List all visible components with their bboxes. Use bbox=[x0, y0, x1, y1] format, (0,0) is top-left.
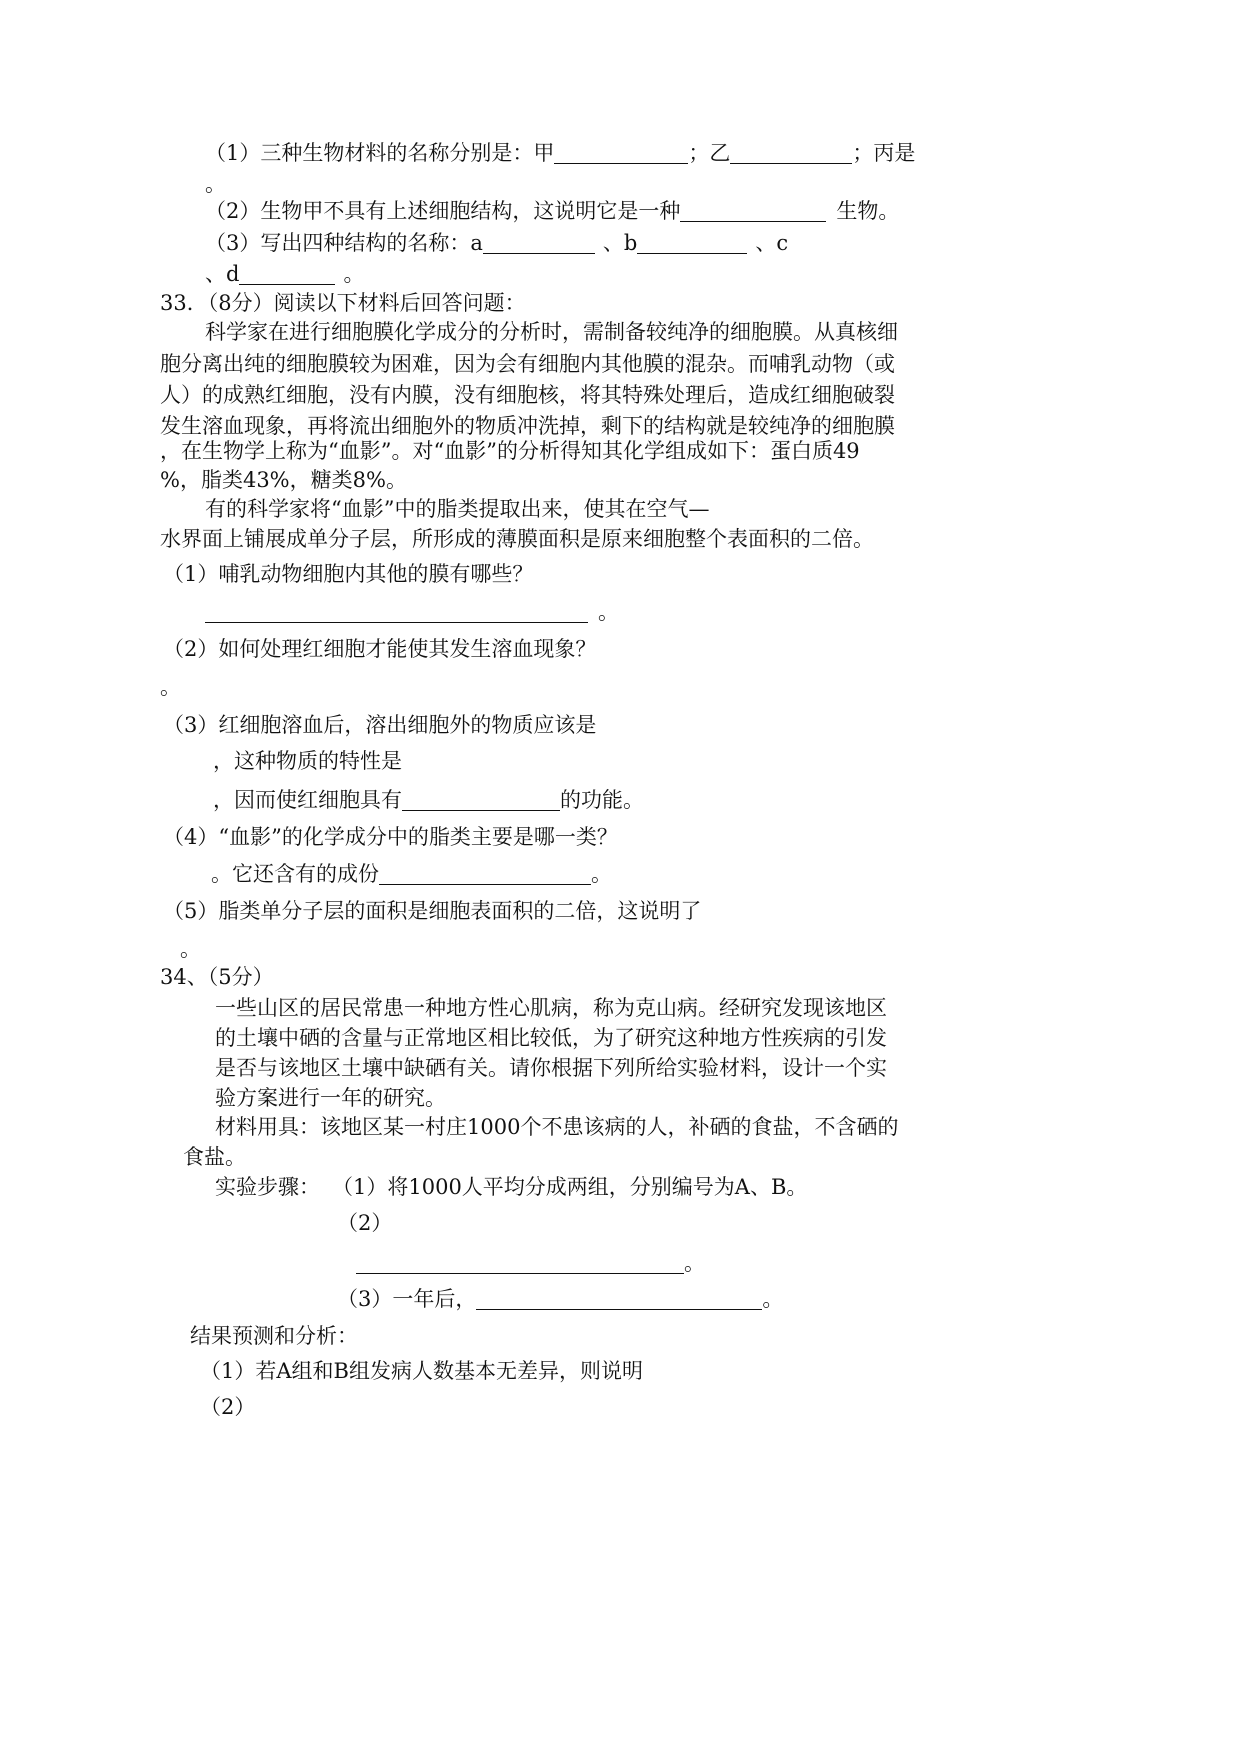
q32-part3 bbox=[205, 229, 788, 257]
q33-para2-line2: 水界面上铺展成单分子层，所形成的薄膜面积是原来细胞整个表面积的二倍。 bbox=[160, 527, 874, 551]
q34-heading: 34、（5分） bbox=[160, 965, 274, 989]
q33-sub3-line3-text: ，因而使红细胞具有 bbox=[213, 788, 402, 812]
q34-step3-end: 。 bbox=[762, 1287, 784, 1311]
answer-blank-jia[interactable] bbox=[554, 141, 688, 164]
q33-sub5: （5）脂类单分子层的面积是细胞表面积的二倍，这说明了 bbox=[163, 899, 702, 923]
q32-part3-text: （3）写出四种结构的名称：a bbox=[205, 231, 483, 255]
q33-para1-line1: 科学家在进行细胞膜化学成分的分析时，需制备较纯净的细胞膜。从真核细 bbox=[205, 320, 898, 344]
q33-para2-line1: 有的科学家将“血影”中的脂类提取出来，使其在空气— bbox=[205, 497, 710, 521]
q33-heading: 33．（8分）阅读以下材料后回答问题： bbox=[160, 291, 526, 315]
q33-para1-line4: 发生溶血现象，再将流出细胞外的物质冲洗掉，剩下的结构就是较纯净的细胞膜 bbox=[160, 414, 895, 438]
answer-blank-organism-type[interactable] bbox=[680, 199, 826, 222]
q34-steps-label: 实验步骤： bbox=[215, 1175, 320, 1199]
q33-sub4-line2-end: 。 bbox=[591, 862, 612, 886]
q33-sub3: （3）红细胞溶血后，溶出细胞外的物质应该是 bbox=[163, 713, 597, 737]
q33-sub1-answer bbox=[205, 598, 619, 626]
q34-step2-end: 。 bbox=[684, 1251, 705, 1275]
q32-part1-mid2: ；丙是 bbox=[852, 141, 916, 165]
answer-blank-d[interactable] bbox=[239, 262, 335, 285]
answer-blank-step2[interactable] bbox=[356, 1251, 684, 1274]
q32-part3-d: 、d bbox=[205, 262, 240, 286]
q34-intro-line2: 的土壤中硒的含量与正常地区相比较低，为了研究这种地方性疾病的引发 bbox=[215, 1026, 887, 1050]
q33-para1-line5: ，在生物学上称为“血影”。对“血影”的分析得知其化学组成如下：蛋白质49 bbox=[160, 439, 860, 463]
q33-sub3-line3 bbox=[213, 786, 644, 814]
answer-blank-b[interactable] bbox=[637, 231, 747, 254]
answer-blank-step3[interactable] bbox=[476, 1287, 762, 1310]
q32-part2-text: （2）生物甲不具有上述细胞结构，这说明它是一种 bbox=[205, 199, 681, 223]
q33-sub1: （1）哺乳动物细胞内其他的膜有哪些？ bbox=[163, 562, 534, 586]
answer-blank-other-components[interactable] bbox=[379, 862, 591, 885]
q33-sub4-line2 bbox=[211, 860, 612, 888]
q32-part2-suffix: 生物。 bbox=[836, 199, 900, 223]
q34-step3-text: （3）一年后， bbox=[337, 1287, 477, 1311]
q34-intro-line4: 验方案进行一年的研究。 bbox=[215, 1086, 446, 1110]
q34-results-label: 结果预测和分析： bbox=[190, 1324, 358, 1348]
answer-blank-other-membranes[interactable] bbox=[205, 600, 588, 623]
q32-part3-line2 bbox=[205, 260, 364, 288]
q32-part1-end: 。 bbox=[205, 172, 226, 196]
q32-part3-c: 、c bbox=[755, 231, 789, 255]
q33-sub4-line2-text: 。它还含有的成份 bbox=[211, 862, 379, 886]
q34-steps bbox=[215, 1173, 807, 1201]
q33-para1-line6: %，脂类43%，糖类8%。 bbox=[160, 468, 407, 492]
q34-materials-line2: 食盐。 bbox=[183, 1145, 246, 1169]
q32-part2 bbox=[205, 197, 899, 225]
q33-sub3-line2: ，这种物质的特性是 bbox=[213, 749, 402, 773]
answer-blank-yi[interactable] bbox=[730, 141, 852, 164]
q34-intro-line1: 一些山区的居民常患一种地方性心肌病，称为克山病。经研究发现该地区 bbox=[215, 996, 887, 1020]
answer-blank-function[interactable] bbox=[402, 788, 560, 811]
q33-sub2-end: 。 bbox=[160, 675, 181, 699]
q34-step1: （1）将1000人平均分成两组，分别编号为A、B。 bbox=[332, 1175, 808, 1199]
q32-part3-b: 、b bbox=[602, 231, 638, 255]
q33-sub2: （2）如何处理红细胞才能使其发生溶血现象？ bbox=[163, 637, 597, 661]
q34-materials-line1: 材料用具：该地区某一村庄1000个不患该病的人，补硒的食盐，不含硒的 bbox=[215, 1115, 899, 1139]
q33-sub4: （4）“血影”的化学成分中的脂类主要是哪一类？ bbox=[163, 825, 618, 849]
q32-part1-text: （1）三种生物材料的名称分别是：甲 bbox=[205, 141, 555, 165]
q33-para1-line2: 胞分离出纯的细胞膜较为困难，因为会有细胞内其他膜的混杂。而哺乳动物（或 bbox=[160, 352, 895, 376]
q34-result1: （1）若A组和B组发病人数基本无差异，则说明 bbox=[200, 1359, 643, 1383]
q34-step2: （2） bbox=[337, 1211, 393, 1235]
q33-sub3-line3-suffix: 的功能。 bbox=[560, 788, 644, 812]
q34-step2-answer bbox=[356, 1249, 705, 1277]
q34-result2: （2） bbox=[200, 1395, 256, 1419]
q32-part1-mid1: ；乙 bbox=[688, 141, 731, 165]
q33-sub1-end: 。 bbox=[598, 600, 619, 624]
answer-blank-a[interactable] bbox=[483, 231, 595, 254]
q33-sub5-end: 。 bbox=[180, 937, 201, 961]
q33-para1-line3: 人）的成熟红细胞，没有内膜，没有细胞核，将其特殊处理后，造成红细胞破裂 bbox=[160, 383, 895, 407]
q34-intro-line3: 是否与该地区土壤中缺硒有关。请你根据下列所给实验材料，设计一个实 bbox=[215, 1056, 887, 1080]
q32-part1 bbox=[205, 139, 915, 167]
q34-step3 bbox=[337, 1285, 783, 1313]
q32-part3-end: 。 bbox=[343, 262, 365, 286]
